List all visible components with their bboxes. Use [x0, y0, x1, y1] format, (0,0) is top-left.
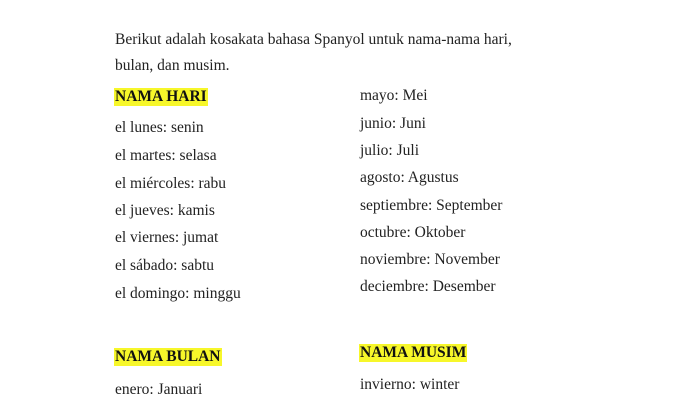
- intro-line-1: Berikut adalah kosakata bahasa Spanyol untuk nama-nama hari,: [115, 31, 512, 48]
- day-item: el lunes: senin: [115, 119, 204, 136]
- day-item: el sábado: sabtu: [115, 257, 215, 274]
- month-item: julio: Juli: [360, 142, 419, 159]
- day-item: el jueves: kamis: [115, 202, 215, 219]
- day-item: el viernes: jumat: [115, 229, 219, 246]
- month-item: agosto: Agustus: [360, 169, 459, 186]
- month-item: octubre: Oktober: [360, 224, 466, 241]
- months-heading: NAMA BULAN: [115, 348, 221, 365]
- month-item: deciembre: Desember: [360, 278, 496, 295]
- season-item: invierno: winter: [360, 376, 460, 393]
- day-item: el miércoles: rabu: [115, 175, 227, 192]
- month-item: enero: Januari: [115, 381, 203, 398]
- day-item: el martes: selasa: [115, 147, 217, 164]
- month-item: septiembre: September: [360, 197, 503, 214]
- month-item: junio: Juni: [360, 115, 426, 132]
- month-item: mayo: Mei: [360, 87, 428, 104]
- days-heading: NAMA HARI: [115, 88, 207, 105]
- seasons-heading: NAMA MUSIM: [360, 344, 467, 361]
- month-item: noviembre: November: [360, 251, 500, 268]
- day-item: el domingo: minggu: [115, 285, 241, 302]
- intro-line-2: bulan, dan musim.: [115, 57, 230, 74]
